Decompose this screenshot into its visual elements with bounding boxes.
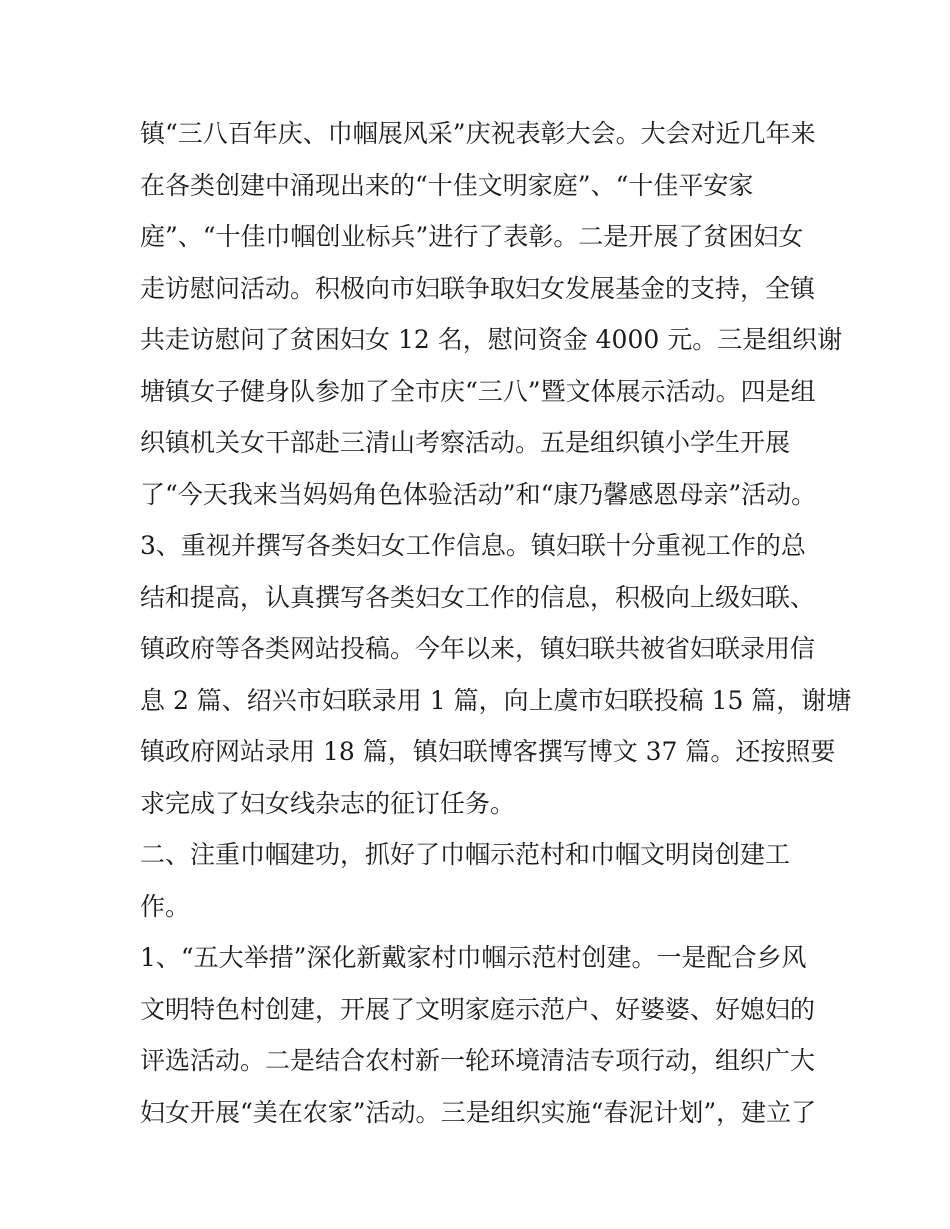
section-heading: 二、注重巾帼建功，抓好了巾帼示范村和巾帼文明岗创建工: [140, 840, 791, 869]
text-line: 织镇机关女干部赴三清山考察活动。五是组织镇小学生开展: [140, 428, 791, 457]
text-line: 1、“五大举措”深化新戴家村巾帼示范村创建。一是配合乡风: [140, 943, 807, 972]
section-heading-continued: 作。: [140, 891, 191, 921]
text-line: 庭”、“十佳巾帼创业标兵”进行了表彰。二是开展了贫困妇女: [140, 222, 804, 251]
text-line: 结和提高，认真撰写各类妇女工作的信息，积极向上级妇联、: [140, 582, 816, 612]
text-line: 镇政府等各类网站投稿。今年以来，镇妇联共被省妇联录用信: [140, 634, 816, 663]
text-line: 共走访慰问了贫困妇女 12 名，慰问资金 4000 元。三是组织谢: [140, 325, 843, 354]
document-body: [140, 108, 852, 1138]
text-line: 息 2 篇、绍兴市妇联录用 1 篇，向上虞市妇联投稿 15 篇，谢塘: [140, 685, 852, 715]
text-line: 走访慰问活动。积极向市妇联争取妇女发展基金的支持，全镇: [140, 273, 816, 303]
text-line: 求完成了妇女线杂志的征订任务。: [140, 788, 516, 818]
text-line: 了“今天我来当妈妈角色体验活动”和“康乃馨感恩母亲”活动。: [140, 479, 817, 509]
text-line: 塘镇女子健身队参加了全市庆“三八”暨文体展示活动。四是组: [140, 376, 816, 406]
text-line: 评选活动。二是结合农村新一轮环境清洁专项行动，组织广大: [140, 1046, 816, 1075]
text-line: 3、重视并撰写各类妇女工作信息。镇妇联十分重视工作的总: [140, 531, 806, 560]
text-line: 镇“三八百年庆、巾帼展风采”庆祝表彰大会。大会对近几年来: [140, 119, 816, 148]
text-line: 文明特色村创建，开展了文明家庭示范户、好婆婆、好媳妇的: [140, 994, 816, 1024]
text-line: 镇政府网站录用 18 篇，镇妇联博客撰写博文 37 篇。还按照要: [140, 737, 836, 766]
text-line: 妇女开展“美在农家”活动。三是组织实施“春泥计划”，建立了: [140, 1097, 817, 1127]
text-line: 在各类创建中涌现出来的“十佳文明家庭”、“十佳平安家: [140, 170, 754, 200]
